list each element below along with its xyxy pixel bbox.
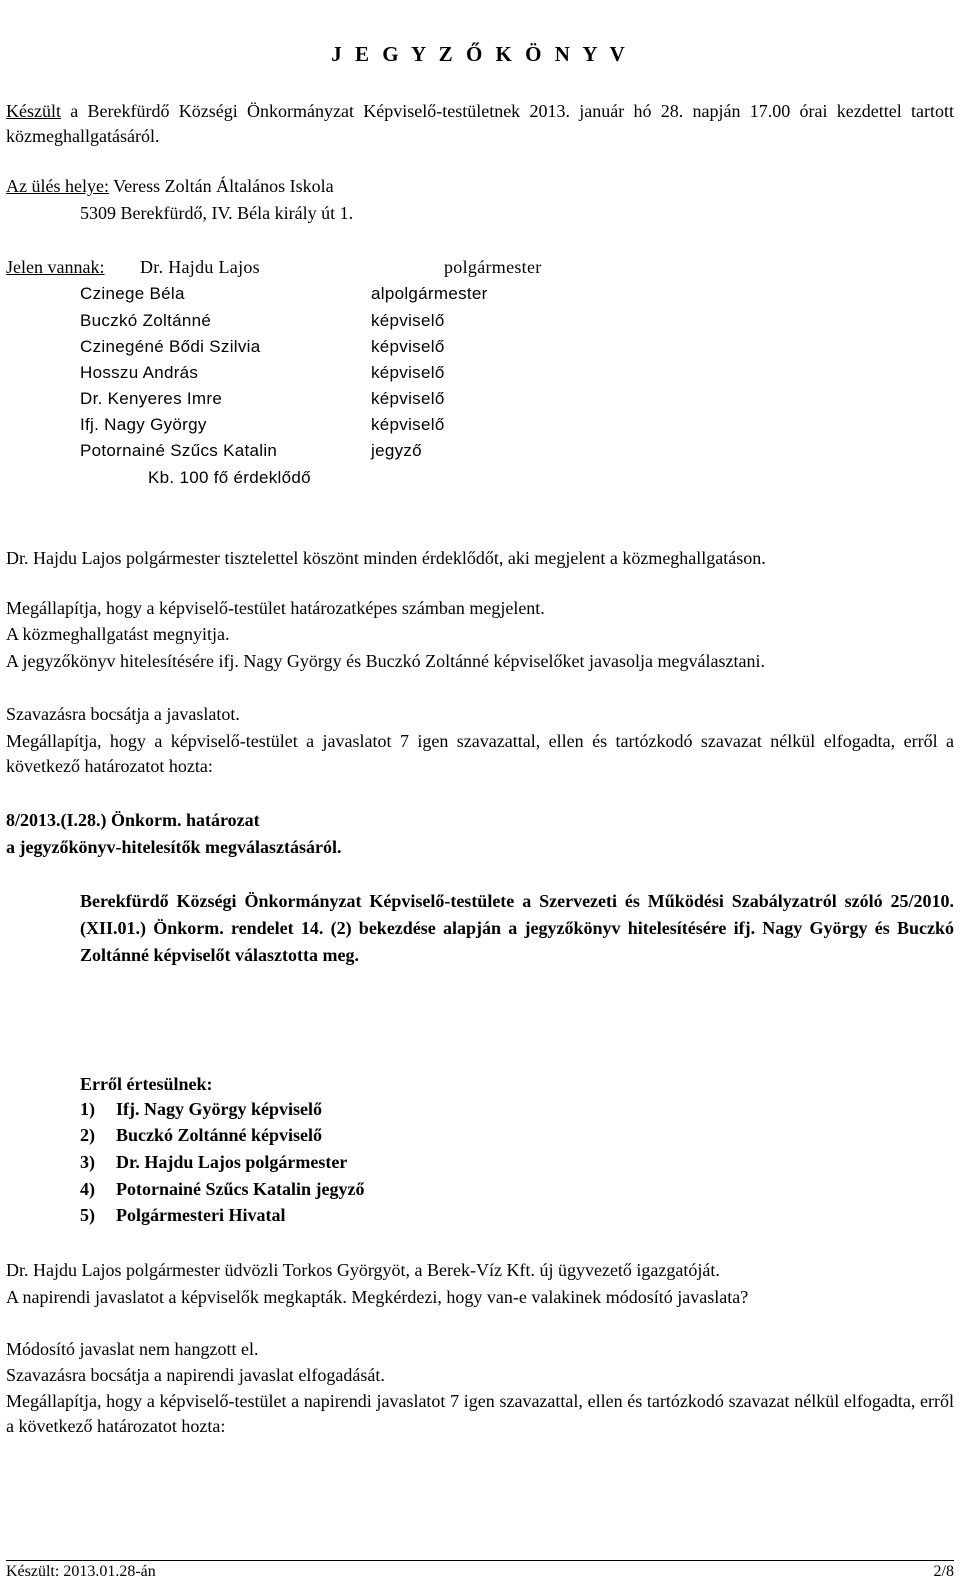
paragraph: Megállapítja, hogy a képviselő-testület a napirendi javaslatot 7 igen szavazattal, ellen és tartózkodó szavazat nélkül elfogadta, erről a következő határozatot hozta: bbox=[6, 1391, 954, 1436]
list-text: Buczkó Zoltánné képviselő bbox=[116, 1125, 323, 1145]
page-number: 2/8 bbox=[933, 1563, 954, 1580]
attendee-name: Czinege Béla bbox=[80, 284, 185, 303]
list-text: Ifj. Nagy György képviselő bbox=[116, 1099, 322, 1119]
list-text: Polgármesteri Hivatal bbox=[116, 1205, 286, 1225]
paragraph: Megállapítja, hogy a képviselő-testület határozatképes számban megjelent. bbox=[6, 598, 545, 618]
paragraph: A napirendi javaslatot a képviselők megkapták. Megkérdezi, hogy van-e valakinek módosító javaslata? bbox=[6, 1287, 749, 1307]
paragraph: A jegyzőkönyv hitelesítésére ifj. Nagy György és Buczkó Zoltánné képviselőket javasolja megválasztani. bbox=[6, 651, 765, 671]
paragraph: A közmeghallgatást megnyitja. bbox=[6, 624, 230, 644]
footer-date: Készült: 2013.01.28-án bbox=[6, 1563, 156, 1580]
list-item bbox=[80, 1179, 364, 1200]
attendee-name: Czinegéné Bődi Szilvia bbox=[80, 337, 261, 356]
resolution-text: Berekfürdő Községi Önkormányzat Képviselő-testülete a Szervezeti és Működési Szabályzatról szóló 25/2010.(XII.01.) Önkorm. rendelet 14. (2) bekezdése alapján a jegyzőkönyv hitelesítésére ifj. Nagy György és Buczkó Zoltánné képviselőt választotta meg. bbox=[80, 891, 954, 965]
attendee-role: alpolgármester bbox=[371, 284, 488, 303]
attendee-role: jegyző bbox=[371, 441, 422, 460]
list-text: Potornainé Szűcs Katalin jegyző bbox=[116, 1179, 365, 1199]
list-number: 2) bbox=[80, 1125, 95, 1145]
location-row bbox=[6, 176, 334, 197]
attendee-role: képviselő bbox=[371, 337, 445, 356]
attendee-name: Dr. Kenyeres Imre bbox=[80, 389, 223, 408]
paragraph: Szavazásra bocsátja a napirendi javaslat elfogadását. bbox=[6, 1365, 385, 1385]
attendee-role: képviselő bbox=[371, 311, 445, 330]
paragraph: Megállapítja, hogy a képviselő-testület a javaslatot 7 igen szavazattal, ellen és tartózkodó szavazat nélkül elfogadta, erről a következő határozatot hozta: bbox=[6, 731, 954, 776]
attendees-extra: Kb. 100 fő érdeklődő bbox=[148, 468, 311, 487]
attendee-name: Dr. Hajdu Lajos bbox=[140, 257, 260, 277]
resolution-subject: a jegyzőkönyv-hitelesítők megválasztásáról. bbox=[6, 837, 342, 857]
page-footer bbox=[6, 1560, 954, 1581]
attendee-role: képviselő bbox=[371, 389, 445, 408]
attendee-name: Potornainé Szűcs Katalin bbox=[80, 441, 278, 460]
list-number: 1) bbox=[80, 1099, 95, 1119]
location-line2: 5309 Berekfürdő, IV. Béla király út 1. bbox=[80, 203, 354, 223]
attendees-label: Jelen vannak: bbox=[6, 257, 105, 277]
intro-paragraph bbox=[6, 99, 954, 149]
document-title: J E G Y Z Ő K Ö N Y V bbox=[331, 42, 629, 66]
paragraph: Dr. Hajdu Lajos polgármester tisztelettel köszönt minden érdeklődőt, aki megjelent a közmeghallgatáson. bbox=[6, 548, 766, 568]
attendee-role: képviselő bbox=[371, 415, 445, 434]
list-item bbox=[80, 1205, 285, 1226]
attendee-name: Buczkó Zoltánné bbox=[80, 311, 212, 330]
location-line1: Veress Zoltán Általános Iskola bbox=[113, 176, 334, 196]
intro-text: a Berekfürdő Községi Önkormányzat Képviselő-testületnek 2013. január hó 28. napján 17.00 órai kezdettel tartott közmeghallgatásáról. bbox=[6, 101, 954, 146]
list-item bbox=[80, 1152, 347, 1173]
paragraph: Módosító javaslat nem hangzott el. bbox=[6, 1339, 259, 1359]
attendee-name: Ifj. Nagy György bbox=[80, 415, 207, 434]
paragraph: Szavazásra bocsátja a javaslatot. bbox=[6, 704, 240, 724]
paragraph: Dr. Hajdu Lajos polgármester üdvözli Torkos Györgyöt, a Berek-Víz Kft. új ügyvezető igazgatóját. bbox=[6, 1260, 720, 1280]
location-label: Az ülés helye: bbox=[6, 176, 109, 196]
list-number: 5) bbox=[80, 1205, 95, 1225]
list-text: Dr. Hajdu Lajos polgármester bbox=[116, 1152, 348, 1172]
notify-label: Erről értesülnek: bbox=[80, 1074, 213, 1094]
attendee-name: Hosszu András bbox=[80, 363, 199, 382]
list-item bbox=[80, 1125, 322, 1146]
list-number: 4) bbox=[80, 1179, 95, 1199]
attendee-role: polgármester bbox=[444, 257, 542, 277]
list-number: 3) bbox=[80, 1152, 95, 1172]
list-item bbox=[80, 1099, 322, 1120]
intro-label: Készült bbox=[6, 101, 61, 121]
resolution-number: 8/2013.(I.28.) Önkorm. határozat bbox=[6, 810, 260, 830]
attendee-role: képviselő bbox=[371, 363, 445, 382]
